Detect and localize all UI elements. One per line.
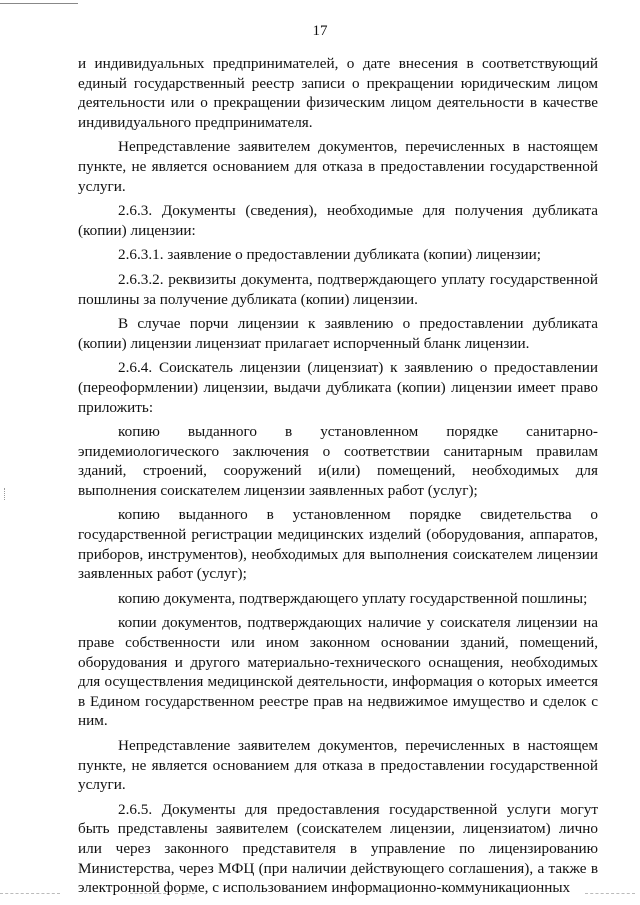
paragraph-13: 2.6.5. Документы для предоставления государственной услуги могут быть представлены заявителем (соискателем лицензии, лицензиатом) лично или через законного представителя в управление по лицензированию Министерства, через МФЦ (при наличии действующего соглашения), а также в электронной форме, с использованием информационно-коммуникационных xyxy=(78,800,598,897)
paragraph-1: и индивидуальных предпринимателей, о дате внесения в соответствующий единый государственный реестр записи о прекращении юридическим лицом деятельности или о прекращении физическим лицом деятельности в качестве индивидуального предпринимателя. xyxy=(78,55,598,131)
page-number: 17 xyxy=(312,23,328,39)
paragraph-3: 2.6.3. Документы (сведения), необходимые для получения дубликата (копии) лицензии: xyxy=(78,202,598,239)
bottom-scan-line xyxy=(175,893,195,894)
paragraph-8: копию выданного в установленном порядке санитарно-эпидемиологического заключения о соответствии санитарным правилам зданий, строений, сооружений и(или) помещений, необходимых для выполнения соискателем лицензии заявленных работ (услуг); xyxy=(78,423,598,499)
paragraph-6: В случае порчи лицензии к заявлению о предоставлении дубликата (копии) лицензии лицензиат прилагает испорченный бланк лицензии. xyxy=(78,315,598,352)
paragraph-7: 2.6.4. Соискатель лицензии (лицензиат) к заявлению о предоставлении (переоформлении) лицензии, выдачи дубликата (копии) лицензии имеет право приложить: xyxy=(78,359,598,416)
paragraph-10: копию документа, подтверждающего уплату государственной пошлины; xyxy=(118,589,588,607)
top-rule xyxy=(0,3,78,4)
paragraph-9: копию выданного в установленном порядке свидетельства о государственной регистрации медицинских изделий (оборудования, аппаратов, приборов, инструментов), необходимых для выполнения соискателем лицензии заявленных работ (услуг); xyxy=(78,506,598,583)
paragraph-4: 2.6.3.1. заявление о предоставлении дубликата (копии) лицензии; xyxy=(118,246,542,264)
document-body xyxy=(78,54,598,898)
bottom-scan-line xyxy=(0,893,60,894)
margin-mark xyxy=(4,488,5,500)
paragraph-12: Непредставление заявителем документов, перечисленных в настоящем пункте, не является основанием для отказа в предоставлении государственной услуги. xyxy=(78,737,598,794)
bottom-scan-line xyxy=(585,893,635,894)
paragraph-11: копии документов, подтверждающих наличие у соискателя лицензии на праве собственности или ином законном основании зданий, помещений, оборудования и другого материально-технического оснащения, необходимых для осуществления медицинской деятельности, информация о которых имеется в Едином государственном реестре прав на недвижимое имущество и сделок с ним. xyxy=(78,614,598,730)
paragraph-5: 2.6.3.2. реквизиты документа, подтверждающего уплату государственной пошлины за получение дубликата (копии) лицензии. xyxy=(78,270,598,308)
paragraph-2: Непредставление заявителем документов, перечисленных в настоящем пункте, не является основанием для отказа в предоставлении государственной услуги. xyxy=(78,138,598,195)
bottom-scan-line xyxy=(130,893,166,894)
